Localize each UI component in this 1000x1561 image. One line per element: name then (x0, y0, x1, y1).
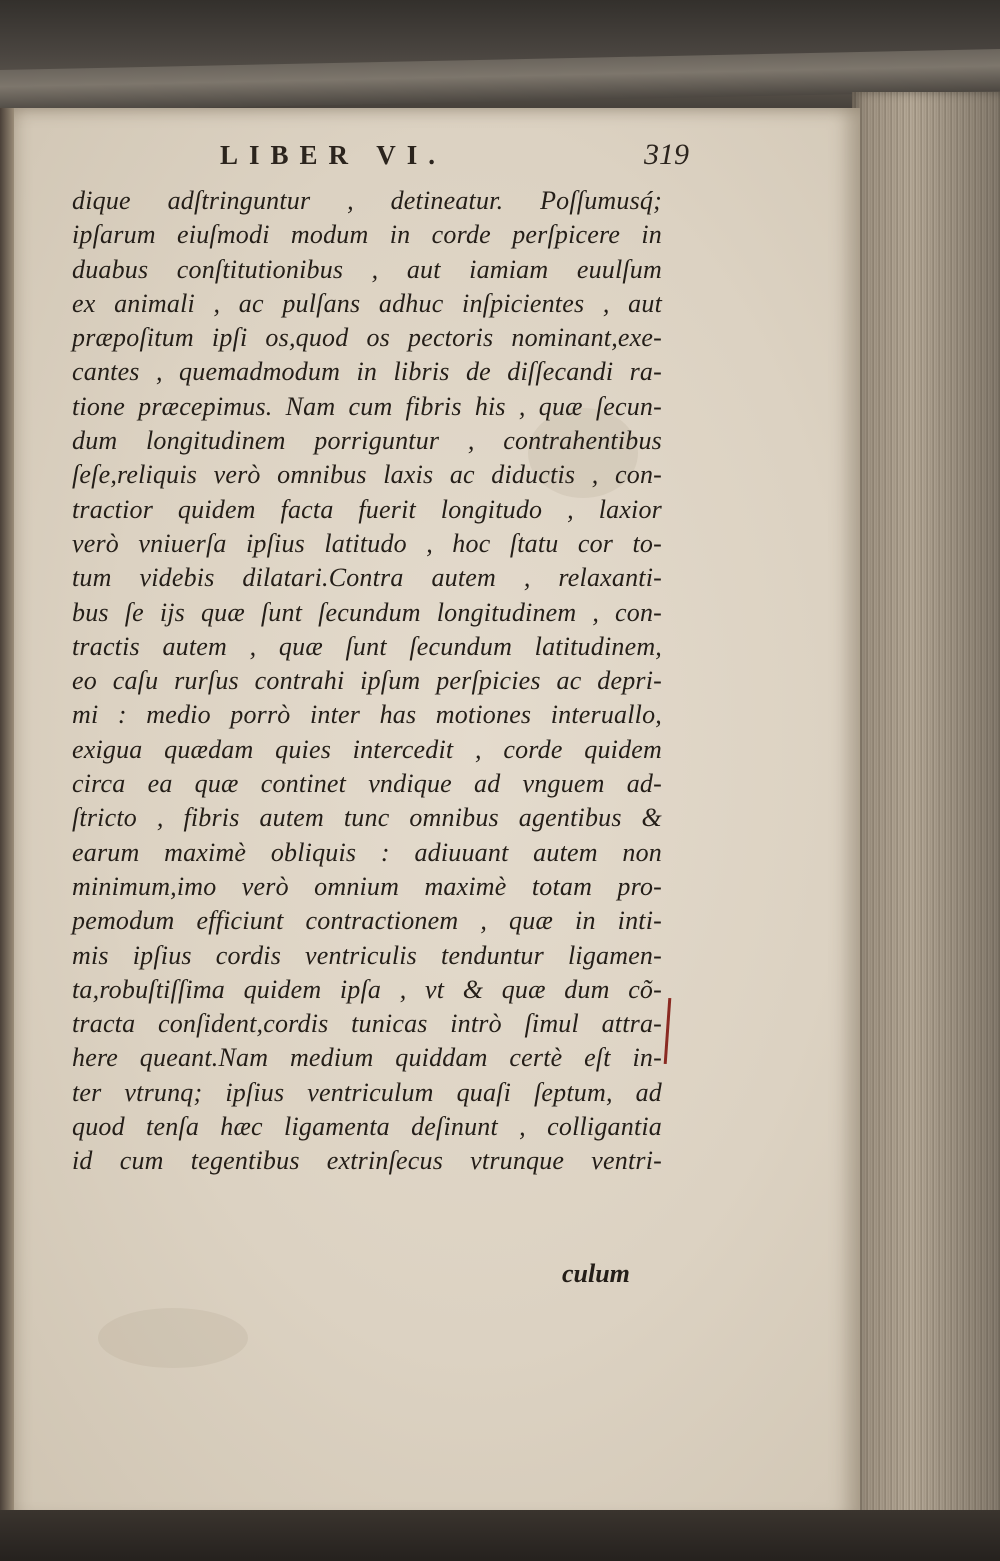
text-line: exigua quædam quies intercedit , corde quidem (72, 734, 662, 764)
text-line: tractior quidem facta fuerit longitudo , laxior (72, 494, 662, 524)
text-line: here queant.Nam medium quiddam certè eſt in- (72, 1043, 662, 1073)
paper-stain (98, 1308, 248, 1368)
text-line: id cum tegentibus extrinſecus vtrunque ventri- (72, 1146, 662, 1176)
text-line: ter vtrunq; ipſius ventriculum quaſi ſeptum, ad (72, 1077, 662, 1107)
running-title: LIBER VI. (220, 140, 447, 170)
text-line: tractis autem , quæ ſunt ſecundum latitudinem, (72, 631, 662, 661)
text-line: minimum,imo verò omnium maximè totam pro- (72, 871, 662, 901)
text-line: circa ea quæ continet vndique ad vnguem ad- (72, 769, 662, 799)
text-line: duabus conſtitutionibus , aut iamiam euulſum (72, 254, 662, 284)
text-line: tracta conſident,cordis tunicas intrò ſimul attra- (72, 1009, 662, 1039)
text-line: tione præcepimus. Nam cum fibris his , quæ ſecun- (72, 391, 662, 421)
text-line: præpoſitum ipſi os,quod os pectoris nominant,exe- (72, 323, 662, 353)
text-line: earum maximè obliquis : adiuuant autem non (72, 837, 662, 867)
text-line: ſeſe,reliquis verò omnibus laxis ac diductis , con- (72, 460, 662, 490)
running-head (220, 140, 820, 176)
text-line: eo caſu rurſus contrahi ipſum perſpicies ac depri- (72, 666, 662, 696)
text-line: ex animali , ac pulſans adhuc inſpicientes , aut (72, 288, 662, 318)
text-line: ſtricto , fibris autem tunc omnibus agentibus & (72, 803, 662, 833)
text-line: mis ipſius cordis ventriculis tenduntur ligamen- (72, 940, 662, 970)
catchword: culum (562, 1259, 630, 1288)
body-text (72, 184, 662, 1179)
text-line: dum longitudinem porriguntur , contrahentibus (72, 426, 662, 456)
page-number: 319 (644, 138, 689, 171)
text-line: quod tenſa hæc ligamenta deſinunt , colligantia (72, 1112, 662, 1142)
text-line: ta,robuſtiſſima quidem ipſa , vt & quæ dum cõ- (72, 974, 662, 1004)
page-stack-edge (852, 92, 1000, 1522)
text-line: ipſarum eiuſmodi modum in corde perſpicere in (72, 220, 662, 250)
book-bottom-edge (0, 1510, 1000, 1561)
text-line: mi : medio porrò inter has motiones interuallo, (72, 700, 662, 730)
text-line: cantes , quemadmodum in libris de diſſecandi ra- (72, 357, 662, 387)
page-gutter (0, 108, 14, 1522)
text-line: verò vniuerſa ipſius latitudo , hoc ſtatu cor to- (72, 528, 662, 558)
text-line: tum videbis dilatari.Contra autem , relaxanti- (72, 563, 662, 593)
text-line: bus ſe ijs quæ ſunt ſecundum longitudinem , con- (72, 597, 662, 627)
text-line: pemodum efficiunt contractionem , quæ in inti- (72, 906, 662, 936)
text-line: dique adſtringuntur , detineatur. Poſſumusq́; (72, 186, 662, 215)
